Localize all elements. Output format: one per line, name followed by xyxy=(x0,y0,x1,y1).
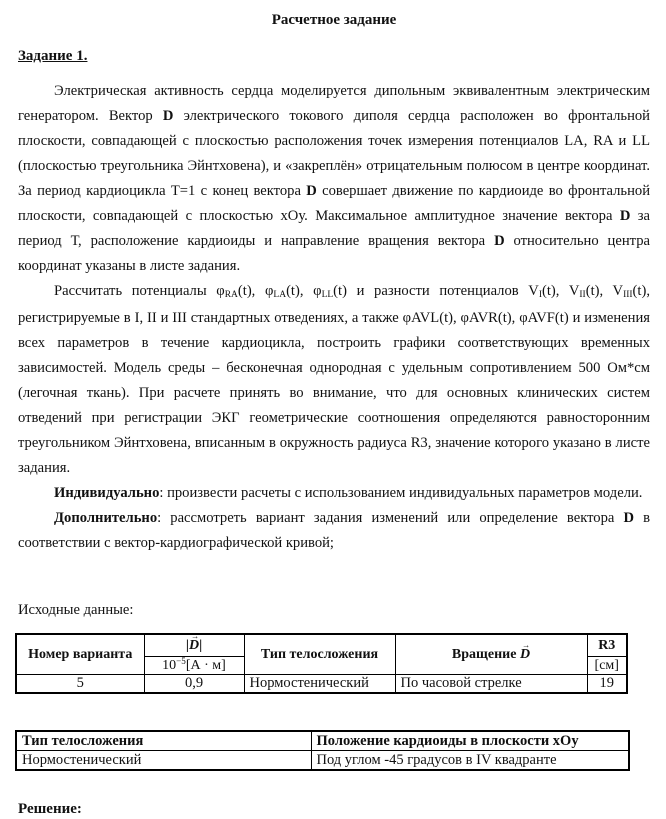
paragraph-additional: Дополнительно: рассмотреть вариант задания изменений или определение вектора D в соответствии с вектор-кардиографической кривой; xyxy=(18,510,650,551)
table2-header-cardioid-position: Положение кардиоиды в плоскости хОу xyxy=(311,731,629,751)
table1-header-rotation: Вращение D → xyxy=(395,634,587,675)
table1-data-row xyxy=(16,675,627,694)
table1-cell-r3: 19 xyxy=(587,675,627,694)
table1-header-variant: Номер варианта xyxy=(16,634,144,675)
table2-header-row xyxy=(16,731,629,751)
paragraph-calculation-task: Рассчитать потенциалы φRA(t), φLA(t), φLL(t) и разности потенциалов VI(t), VII(t), VIII(t), регистрируемые в I, II и III стандартных отведениях, а также φAVL(t), φAVR(t), φAVF(t) и изменения всех параметров в течение кардиоцикла, построить графики соответствующих временных зависимостей. Модель среды – бесконечная однородная с удельным сопротивлением 500 Ом*см (легочная ткань). При расчете принять во внимание, что для основных клинических систем отведений при регистрации ЭКГ геометрические соотношения определяются равносторонним треугольником Эйнтховена, вписанным в окружность радиуса R3, значение которого указано в листе задания. xyxy=(18,283,650,476)
table1-header-d-units: $10^{-5}[А \cdot м]$ xyxy=(144,657,244,675)
table1-header-r3-units: [см] xyxy=(587,657,627,675)
table1-cell-rotation: По часовой стрелке xyxy=(395,675,587,694)
table2-data-row xyxy=(16,751,629,771)
table1-header-body-type: Тип телосложения xyxy=(244,634,395,675)
solution-heading: Решение: xyxy=(18,801,82,817)
table1-cell-variant: 5 xyxy=(16,675,144,694)
initial-data-table xyxy=(15,633,628,694)
body-type-cardioid-table xyxy=(15,730,630,771)
table1-header-row-top xyxy=(16,634,627,657)
table1-cell-body-type: Нормостенический xyxy=(244,675,395,694)
table2-cell-body-type: Нормостенический xyxy=(16,751,311,771)
table1-header-r3: R3 xyxy=(587,634,627,657)
table2-cell-cardioid-position: Под углом -45 градусов в IV квадранте xyxy=(311,751,629,771)
paragraph-individual: Индивидуально: произвести расчеты с использованием индивидуальных параметров модели. xyxy=(54,485,643,501)
table1-cell-d-magnitude: 0,9 xyxy=(144,675,244,694)
document-title: Расчетное задание xyxy=(271,12,397,28)
paragraph-model-description: Электрическая активность сердца моделируется дипольным эквивалентным электрическим генератором. Вектор D электрического токового диполя сердца расположен во фронтальной плоскости, совпадающей с плоскостью расположения точек измерения потенциалов LA, RA и LL (плоскостью треугольника Эйнтховена), и «закреплён» отрицательным полюсом в центре координат. За период кардиоцикла Т=1 с конец вектора D совершает движение по кардиоиде во фронтальной плоскости, совпадающей с плоскостью хОу. Максимальное амплитудное значение вектора D за период Т, расположение кардиоиды и направление вращения вектора D относительно центра координат указаны в листе задания. xyxy=(18,83,651,274)
table2-header-body-type: Тип телосложения xyxy=(16,731,311,751)
source-data-label: Исходные данные: xyxy=(18,602,134,618)
task-1-heading: Задание 1. xyxy=(18,48,88,64)
table1-header-d-magnitude: |D →| xyxy=(144,634,244,657)
